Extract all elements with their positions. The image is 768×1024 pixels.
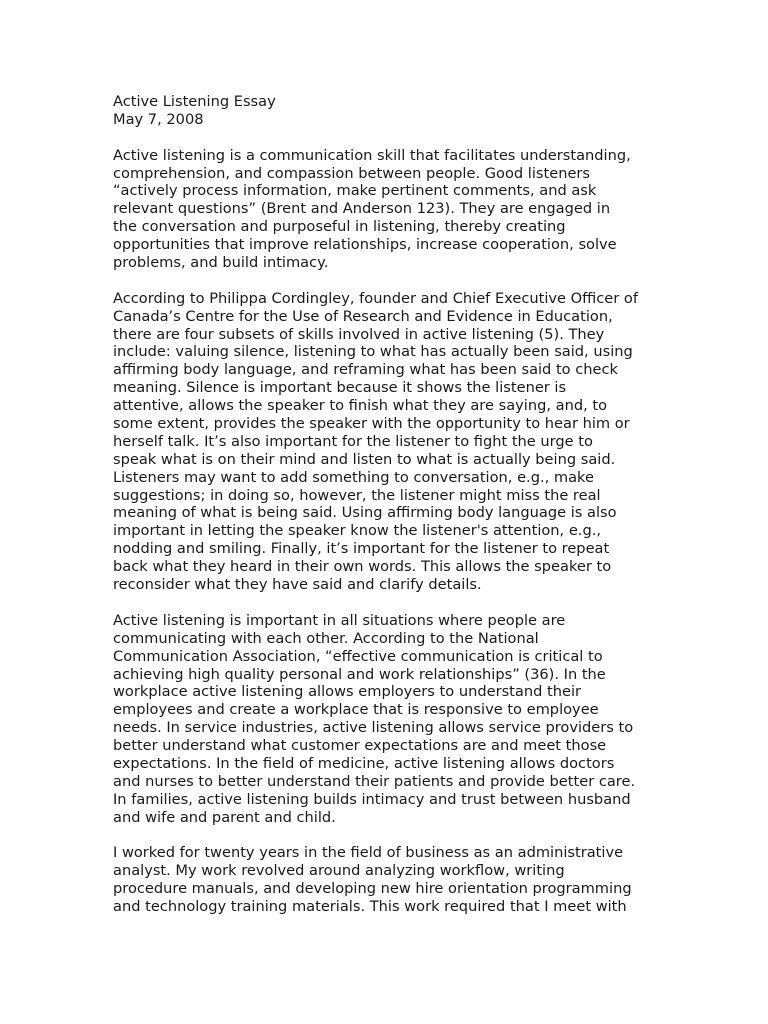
paragraph-line: and technology training materials. This work required that I meet with	[113, 898, 627, 916]
paragraph-line: and nurses to better understand their patients and provide better care.	[113, 772, 636, 790]
paragraph-line: needs. In service industries, active listening allows service providers to	[113, 719, 634, 737]
paragraph-line: comprehension, and compassion between people. Good listeners	[113, 164, 591, 182]
paragraph	[113, 147, 673, 272]
paragraph-line: include: valuing silence, listening to what has actually been said, using	[113, 343, 633, 361]
paragraphs-container	[113, 147, 673, 916]
paragraph-line: Active listening is a communication skill that facilitates understanding,	[113, 146, 631, 164]
spacer	[113, 129, 673, 147]
paragraph	[113, 612, 673, 827]
paragraph-line: and wife and parent and child.	[113, 808, 336, 826]
paragraph-line: I worked for twenty years in the field of business as an administrative	[113, 844, 624, 862]
essay-date: May 7, 2008	[113, 110, 204, 128]
paragraph	[113, 290, 673, 594]
paragraph-line: In families, active listening builds intimacy and trust between husband	[113, 790, 631, 808]
paragraph-line: employees and create a workplace that is responsive to employee	[113, 701, 599, 719]
paragraph-line: Communication Association, “effective communication is critical to	[113, 647, 603, 665]
paragraph-spacer	[113, 827, 673, 845]
paragraph-line: better understand what customer expectations are and meet those	[113, 737, 607, 755]
paragraph-line: achieving high quality personal and work relationships” (36). In the	[113, 665, 606, 683]
paragraph-line: Canada’s Centre for the Use of Research and Evidence in Education,	[113, 307, 613, 325]
essay-title: Active Listening Essay	[113, 93, 276, 110]
paragraph-line: reconsider what they have said and clarify details.	[113, 576, 482, 594]
paragraph-line: expectations. In the field of medicine, active listening allows doctors	[113, 754, 615, 772]
paragraph-line: attentive, allows the speaker to finish what they are saying, and, to	[113, 397, 608, 415]
paragraph-line: affirming body language, and reframing what has been said to check	[113, 361, 618, 379]
paragraph-line: speak what is on their mind and listen to what is actually being said.	[113, 450, 616, 468]
paragraph-line: Listeners may want to add something to conversation, e.g., make	[113, 468, 594, 486]
paragraph-line: opportunities that improve relationships, increase cooperation, solve	[113, 236, 617, 254]
paragraph-line: suggestions; in doing so, however, the listener might miss the real	[113, 486, 601, 504]
essay-body	[113, 93, 673, 916]
paragraph-line: procedure manuals, and developing new hire orientation programming	[113, 880, 632, 898]
paragraph-line: meaning. Silence is important because it shows the listener is	[113, 379, 567, 397]
paragraph-spacer	[113, 272, 673, 290]
paragraph-line: analyst. My work revolved around analyzing workflow, writing	[113, 862, 565, 880]
paragraph-line: According to Philippa Cordingley, founder and Chief Executive Officer of	[113, 289, 638, 307]
paragraph-line: communicating with each other. According to the National	[113, 629, 539, 647]
paragraph-line: workplace active listening allows employers to understand their	[113, 683, 581, 701]
paragraph-line: important in letting the speaker know the listener's attention, e.g.,	[113, 522, 601, 540]
paragraph-line: herself talk. It’s also important for the listener to fight the urge to	[113, 432, 593, 450]
paragraph-line: some extent, provides the speaker with the opportunity to hear him or	[113, 415, 630, 433]
paragraph-line: back what they heard in their own words. This allows the speaker to	[113, 558, 612, 576]
paragraph-line: there are four subsets of skills involved in active listening (5). They	[113, 325, 605, 343]
paragraph-line: relevant questions” (Brent and Anderson 123). They are engaged in	[113, 200, 611, 218]
paragraph	[113, 844, 673, 916]
paragraph-line: Active listening is important in all situations where people are	[113, 611, 566, 629]
paragraph-line: nodding and smiling. Finally, it’s important for the listener to repeat	[113, 540, 610, 558]
paragraph-line: the conversation and purposeful in listening, thereby creating	[113, 218, 566, 236]
paragraph-line: problems, and build intimacy.	[113, 254, 329, 272]
paragraph-line: “actively process information, make pertinent comments, and ask	[113, 182, 597, 200]
paragraph-line: meaning of what is being said. Using affirming body language is also	[113, 504, 617, 522]
paragraph-spacer	[113, 594, 673, 612]
